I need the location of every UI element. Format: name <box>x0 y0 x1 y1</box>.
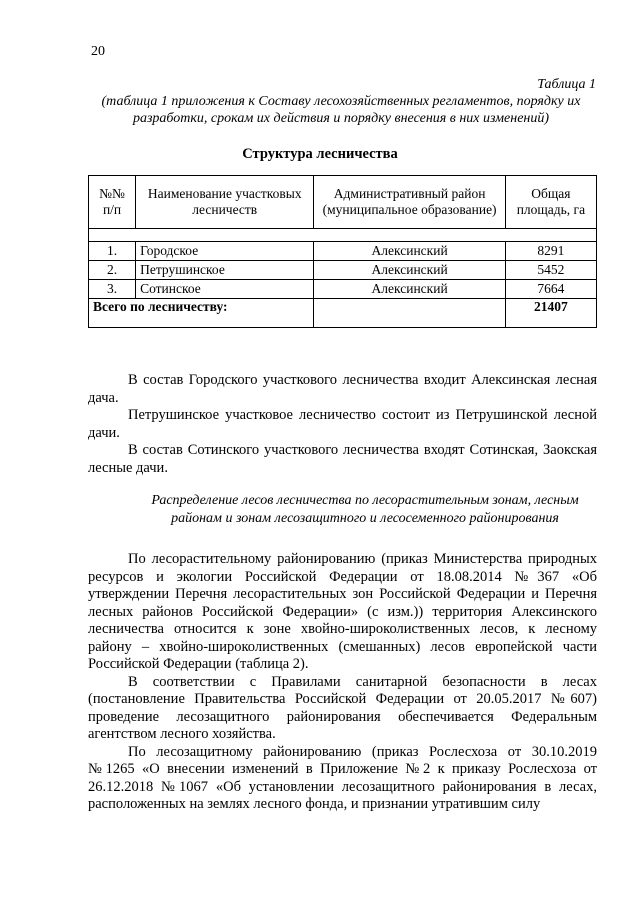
total-value: 21407 <box>505 299 596 328</box>
paragraph: В состав Сотинского участкового лесничества входят Сотинская, Заокская лесные дачи. <box>88 442 597 476</box>
paragraph: Петрушинское участковое лесничество состоит из Петрушинской лесной дачи. <box>88 407 597 441</box>
row-district-name: Сотинское <box>136 280 314 299</box>
page-number: 20 <box>91 44 105 59</box>
spacer-cell <box>89 229 597 242</box>
header-number: №№ п/п <box>89 176 136 229</box>
header-admin-district: Административный район (муниципальное образование) <box>314 176 505 229</box>
paragraph: В соответствии с Правилами санитарной безопасности в лесах (постановление Правительства Российской Федерации от 20.05.2017 №607) проведение лесозащитного районирования обеспечивается Федеральным агентством лесного хозяйства. <box>88 673 597 742</box>
paragraph: В состав Городского участкового лесничества входит Алексинская лесная дача. <box>88 372 597 406</box>
row-admin-district: Алексинский <box>314 242 505 261</box>
forestry-structure-table <box>88 175 597 328</box>
row-district-name: Городское <box>136 242 314 261</box>
row-admin-district: Алексинский <box>314 280 505 299</box>
table-title: Структура лесничества <box>242 146 398 162</box>
row-area: 7664 <box>505 280 596 299</box>
forestry-composition-text <box>88 372 597 477</box>
zoning-text <box>88 551 597 814</box>
table-row <box>89 280 597 299</box>
table-row <box>89 261 597 280</box>
row-area: 5452 <box>505 261 596 280</box>
section-subheading: Распределение лесов лесничества по лесорастительным зонам, лесным районам и зонам лесозащитного и лесосеменного районирования <box>151 493 579 526</box>
row-number: 1. <box>89 242 136 261</box>
table-caption-number: Таблица 1 <box>537 77 596 92</box>
row-area: 8291 <box>505 242 596 261</box>
table-total-row <box>89 299 597 328</box>
header-total-area: Общая площадь, га <box>505 176 596 229</box>
paragraph: По лесозащитному районированию (приказ Рослесхоза от 30.10.2019 №1265 «О внесении изменений в Приложение №2 к приказу Рослесхоза от 26.12.2018 №1067 «Об установлении лесозащитного районирования в лесах, расположенных на землях лесного фонда, и признании утратившим силу <box>88 743 597 812</box>
table-spacer-row <box>89 229 597 242</box>
table-caption <box>76 76 596 127</box>
total-label: Всего по лесничеству: <box>89 299 314 328</box>
row-admin-district: Алексинский <box>314 261 505 280</box>
row-number: 2. <box>89 261 136 280</box>
paragraph: По лесорастительному районированию (приказ Министерства природных ресурсов и экологии Российской Федерации от 18.08.2014 №367 «Об утверждении Перечня лесорастительных зон Российской Федерации и Перечня лесных районов Российской Федерации» (с изм.)) территория Алексинского лесничества относится к зоне хвойно-широколиственных лесов, к лесному району – хвойно-широколиственных (смешанных) лесов европейской части Российской Федерации (таблица 2). <box>88 551 597 672</box>
table-header-row <box>89 176 597 229</box>
header-district-name: Наименование участковых лесничеств <box>136 176 314 229</box>
table-caption-description: (таблица 1 приложения к Составу лесохозяйственных регламентов, порядку их разработки, срокам их действия и порядку внесения в них изменений) <box>101 94 581 126</box>
row-district-name: Петрушинское <box>136 261 314 280</box>
table-row <box>89 242 597 261</box>
total-empty-cell <box>314 299 505 328</box>
row-number: 3. <box>89 280 136 299</box>
